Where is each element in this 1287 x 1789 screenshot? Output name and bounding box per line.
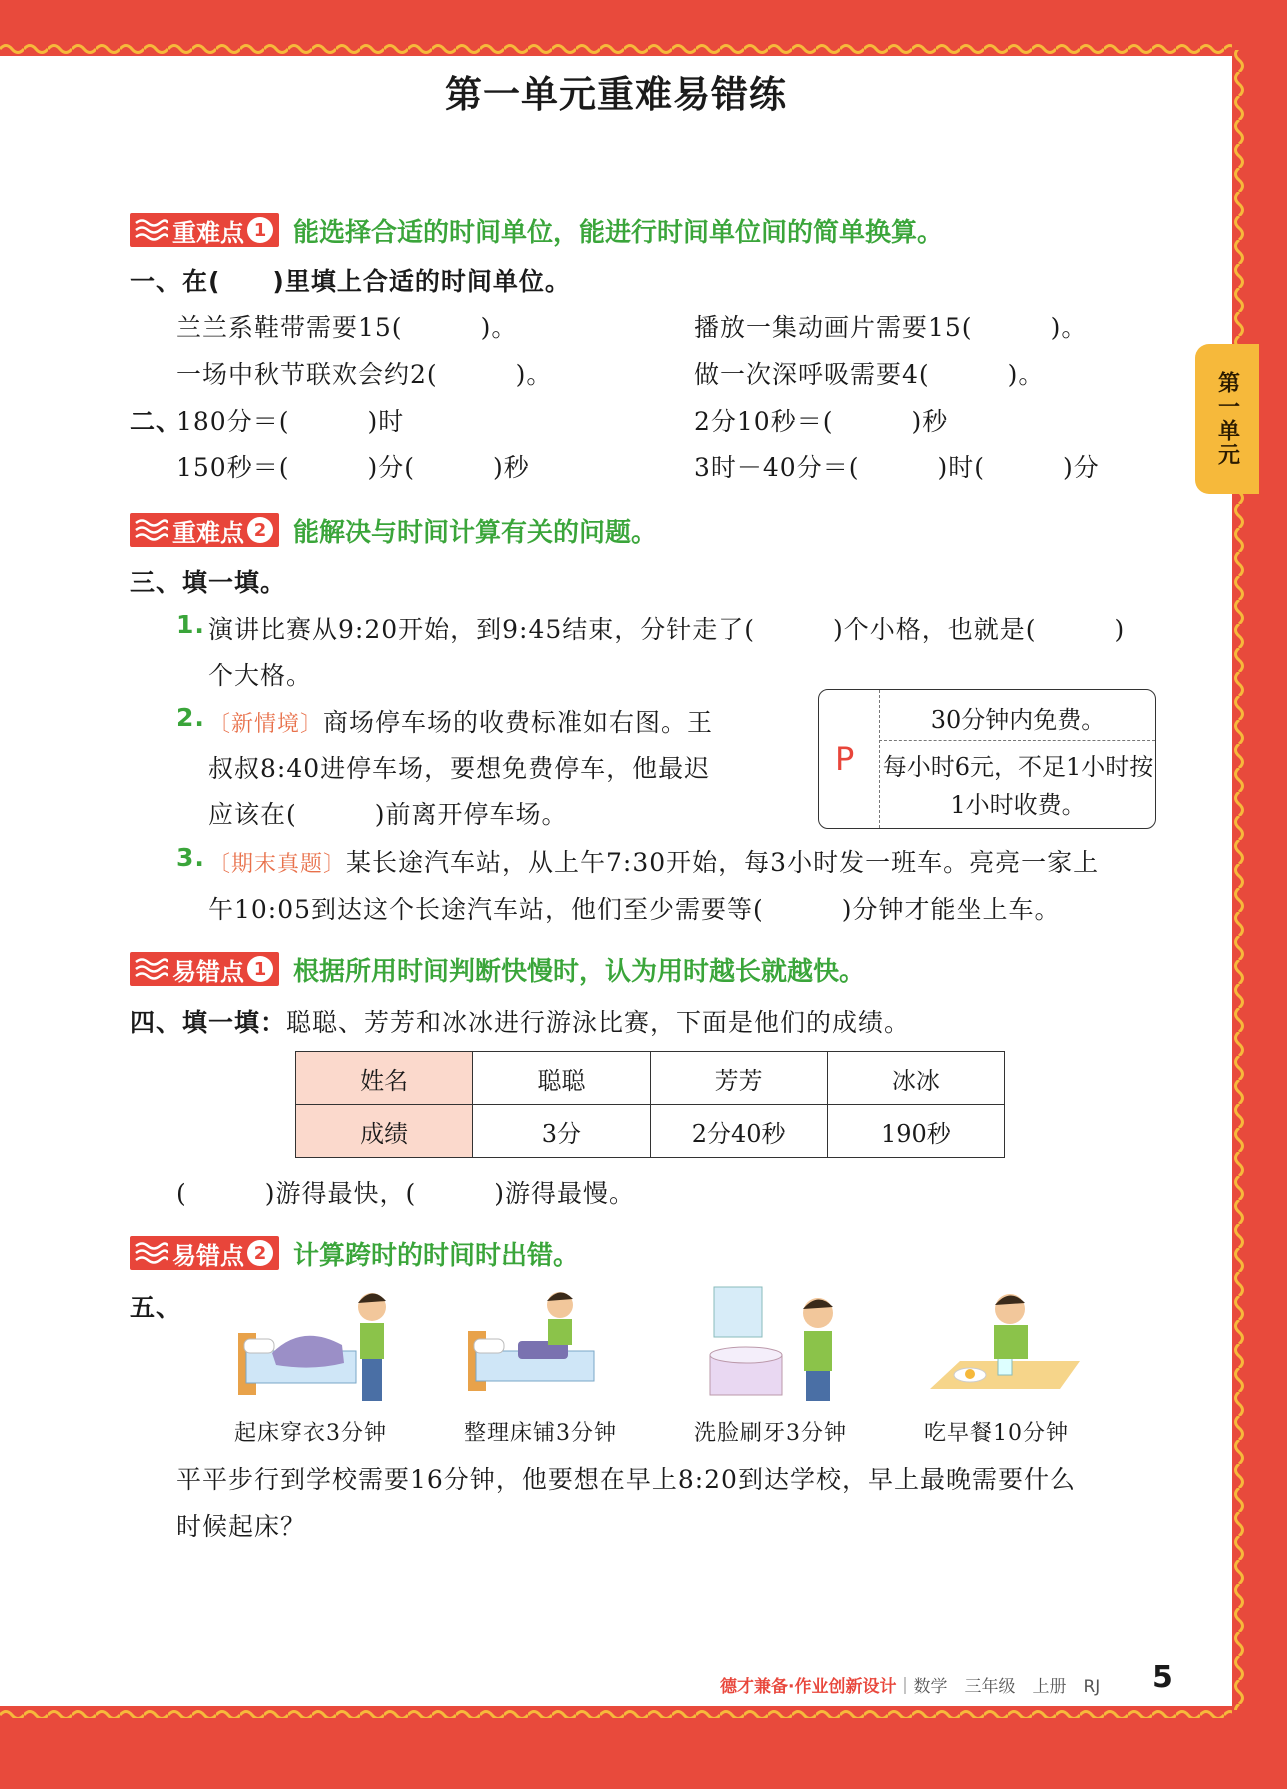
new-context-tag: 〔新情境〕 [208,712,324,737]
question-2a: 180分＝( )时 [176,407,405,436]
problem-2-line-1 [208,703,713,739]
table-cell: 冰冰 [827,1052,1004,1105]
question-1a: 兰兰系鞋带需要15( )。 [176,313,518,342]
parking-free-text: 30分钟内免费。 [930,706,1106,734]
table-cell: 3分 [473,1105,650,1158]
question-3-heading: 三、填一填。 [130,568,287,597]
tag-description: 根据所用时间判断快慢时，认为用时越长就越快。 [293,956,866,987]
problem-2-text-1: 商场停车场的收费标准如右图。王 [323,708,714,737]
section-tag-3 [130,952,865,986]
problem-3-line-1 [208,843,1099,879]
making-bed-illustration [462,1283,632,1408]
washing-face-illustration [706,1283,876,1408]
divider [879,690,880,828]
section-tag-2 [130,513,657,547]
waves-icon [134,956,168,982]
question-4-answer: ( )游得最快，( )游得最慢。 [176,1179,636,1208]
page-title: 第一单元重难易错练 [445,73,787,116]
waves-icon [134,217,168,243]
table-cell: 190秒 [827,1105,1004,1158]
question-5-line-1: 平平步行到学校需要16分钟，他要想在早上8:20到达学校，早上最晚需要什么 [176,1465,1076,1494]
problem-3-number: 3. [176,843,205,872]
tag-description: 能选择合适的时间单位，能进行时间单位间的简单换算。 [293,217,944,248]
table-row [296,1052,1005,1105]
swim-results-table [295,1051,1005,1158]
question-4-intro: 聪聪、芳芳和冰冰进行游泳比赛，下面是他们的成绩。 [286,1008,911,1037]
table-cell: 聪聪 [473,1052,650,1105]
tag-badge-label: 重难点 [172,518,244,547]
table-cell: 姓名 [296,1052,473,1105]
question-2c: 150秒＝( )分( )秒 [176,453,530,482]
parking-fee-text: 每小时6元，不足1小时按1小时收费。 [882,753,1154,819]
illustration-caption: 整理床铺3分钟 [464,1421,617,1446]
tag-badge-label: 易错点 [172,957,244,986]
problem-3-text-1: 某长途汽车站，从上午7:30开始，每3小时发一班车。亮亮一家上 [346,848,1100,877]
tag-badge [130,513,279,547]
parking-fee-sign [818,689,1156,829]
tag-badge [130,1236,279,1270]
side-tab-label: 第一单元 [1214,371,1240,467]
tag-badge-label: 重难点 [172,218,244,247]
problem-1-number: 1. [176,610,205,639]
question-2b: 2分10秒＝( )秒 [694,407,949,436]
tag-description: 计算跨时的时间时出错。 [293,1240,580,1271]
footer-brand: 德才兼备·作业创新设计 [720,1677,897,1697]
question-5-heading: 五、 [130,1293,183,1322]
final-exam-tag: 〔期末真题〕 [208,852,347,877]
question-5-line-2: 时候起床？ [176,1512,307,1541]
tag-number: 1 [247,217,273,243]
problem-3-line-2: 午10:05到达这个长途汽车站，他们至少需要等( )分钟才能坐上车。 [208,895,1061,924]
illustration-caption: 洗脸刷牙3分钟 [694,1421,847,1446]
getting-dressed-illustration [232,1283,402,1408]
illustration-caption: 起床穿衣3分钟 [234,1421,387,1446]
tag-number: 2 [247,517,273,543]
question-2d: 3时－40分＝( )时( )分 [694,453,1100,482]
tag-badge [130,952,279,986]
divider [879,740,1155,741]
problem-2-line-3: 应该在( )前离开停车场。 [208,800,568,829]
table-row [296,1105,1005,1158]
question-4-line [130,1003,910,1039]
question-4-heading: 四、填一填： [130,1008,287,1037]
question-1d: 做一次深呼吸需要4( )。 [694,360,1045,389]
question-1b: 播放一集动画片需要15( )。 [694,313,1088,342]
problem-1-line-1: 演讲比赛从9:20开始，到9:45结束，分针走了( )个小格，也就是( ) [208,615,1126,644]
waves-icon [134,1240,168,1266]
parking-p-icon: P [835,740,855,778]
problem-2-line-2: 叔叔8:40进停车场，要想免费停车，他最迟 [208,754,711,783]
tag-number: 2 [247,1240,273,1266]
tag-badge-label: 易错点 [172,1241,244,1270]
breakfast-illustration [930,1283,1100,1408]
table-cell: 2分40秒 [650,1105,827,1158]
page-number: 5 [1152,1660,1173,1695]
footer-meta: ｜数学 三年级 上册 RJ [896,1677,1101,1697]
question-1-heading: 一、在( )里填上合适的时间单位。 [130,267,571,296]
question-1c: 一场中秋节联欢会约2( )。 [176,360,553,389]
section-tag-4 [130,1236,579,1270]
waves-icon [134,517,168,543]
tag-description: 能解决与时间计算有关的问题。 [293,517,658,548]
page-paper [0,56,1232,1706]
tag-number: 1 [247,956,273,982]
table-cell: 成绩 [296,1105,473,1158]
question-2-heading: 二、 [130,407,183,436]
problem-1-line-2: 个大格。 [208,661,313,690]
illustration-caption: 吃早餐10分钟 [924,1421,1069,1446]
tag-badge [130,213,279,247]
footer-text [720,1672,1100,1697]
problem-2-number: 2. [176,703,205,732]
unit-side-tab [1195,344,1259,494]
table-cell: 芳芳 [650,1052,827,1105]
section-tag-1 [130,213,943,247]
